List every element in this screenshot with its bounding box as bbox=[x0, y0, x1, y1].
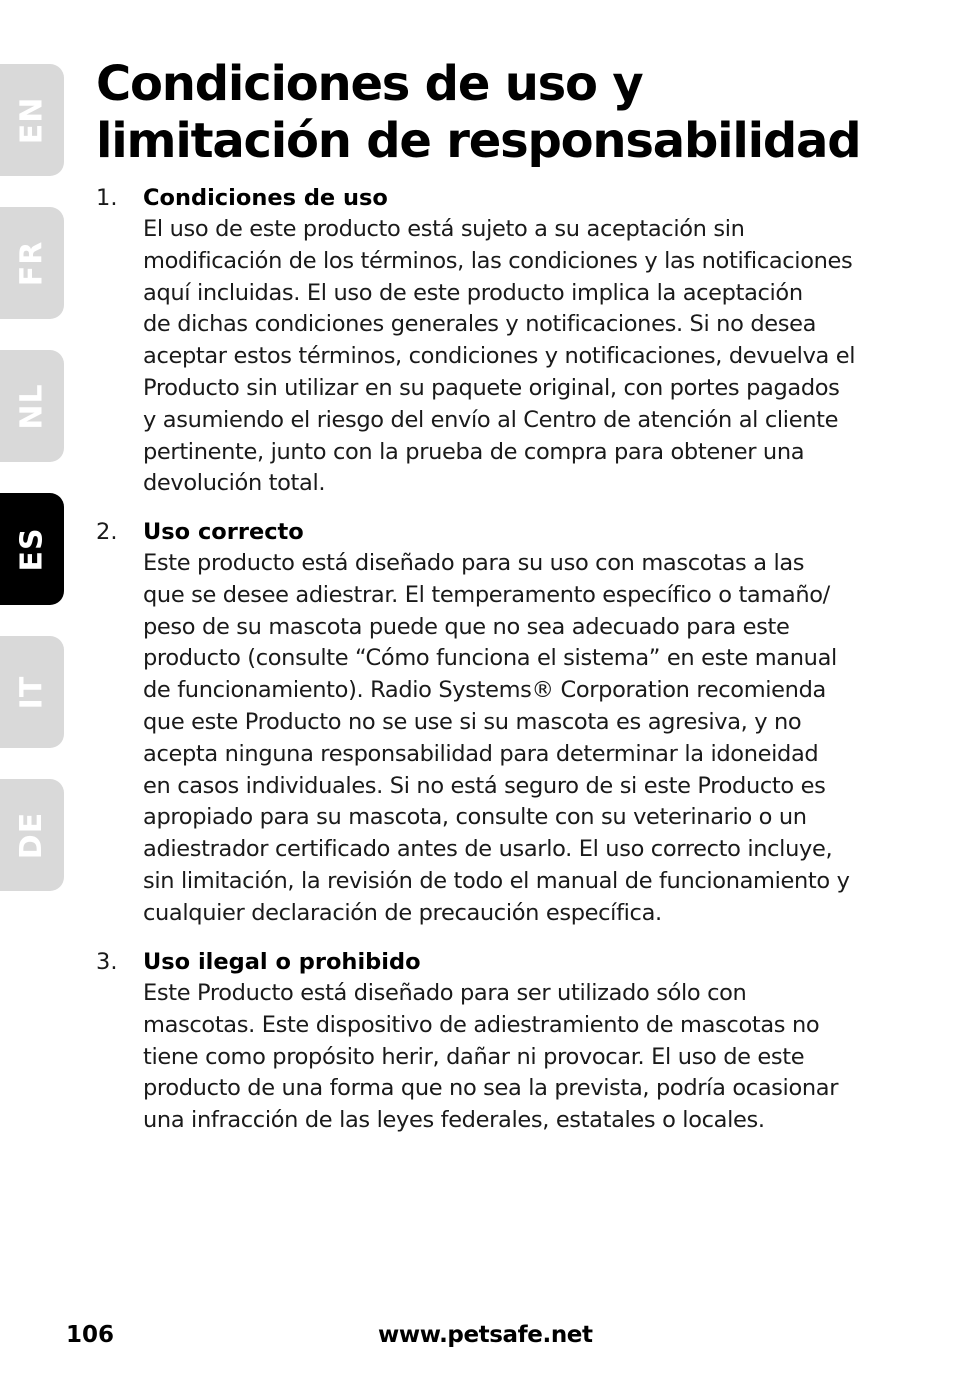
body-line: Este Producto está diseñado para ser utilizado sólo con bbox=[143, 980, 747, 1006]
body-line: en casos individuales. Si no está seguro de si este Producto es bbox=[143, 772, 826, 799]
section-body bbox=[143, 214, 903, 500]
body-line: adiestrador certificado antes de usarlo. El uso correcto incluye, bbox=[143, 836, 833, 863]
body-line: tiene como propósito herir, dañar ni provocar. El uso de este bbox=[143, 1043, 805, 1070]
lang-tab-it[interactable] bbox=[0, 636, 64, 748]
section-number: 1. bbox=[96, 185, 118, 211]
body-line: cualquier declaración de precaución específica. bbox=[143, 899, 662, 926]
body-line: que este Producto no se use si su mascota es agresiva, y no bbox=[143, 708, 802, 735]
body-line: peso de su mascota puede que no sea adecuado para este bbox=[143, 613, 790, 640]
body-line: devolución total. bbox=[143, 470, 326, 497]
body-line: aceptar estos términos, condiciones y notificaciones, devuelva el bbox=[143, 343, 856, 370]
page-title bbox=[96, 56, 916, 170]
lang-tab-label: EN bbox=[14, 96, 50, 144]
body-line: apropiado para su mascota, consulte con su veterinario o un bbox=[143, 804, 807, 831]
body-line: pertinente, junto con la prueba de compra para obtener una bbox=[143, 438, 805, 465]
lang-tab-de[interactable] bbox=[0, 779, 64, 891]
section-heading: Condiciones de uso bbox=[143, 185, 388, 211]
page-title-line-2: limitación de responsabilidad bbox=[96, 113, 861, 169]
body-line: acepta ninguna responsabilidad para determinar la idoneidad bbox=[143, 740, 819, 767]
section-number: 2. bbox=[96, 519, 118, 545]
body-line: mascotas. Este dispositivo de adiestramiento de mascotas no bbox=[143, 1011, 820, 1038]
page-number: 106 bbox=[66, 1322, 115, 1348]
lang-tab-label: ES bbox=[14, 526, 50, 572]
lang-tab-label: DE bbox=[14, 811, 50, 859]
body-line: El uso de este producto está sujeto a su aceptación sin bbox=[143, 216, 745, 242]
section-heading: Uso correcto bbox=[143, 519, 304, 545]
lang-tab-label: NL bbox=[14, 382, 50, 430]
section-heading: Uso ilegal o prohibido bbox=[143, 949, 421, 975]
body-line: producto de una forma que no sea la prevista, podría ocasionar bbox=[143, 1075, 839, 1102]
body-line: una infracción de las leyes federales, estatales o locales. bbox=[143, 1107, 765, 1134]
lang-tab-fr[interactable] bbox=[0, 207, 64, 319]
body-line: de funcionamiento). Radio Systems® Corporation recomienda bbox=[143, 677, 826, 704]
body-line: Producto sin utilizar en su paquete original, con portes pagados bbox=[143, 374, 840, 401]
lang-tab-label: IT bbox=[14, 675, 50, 709]
body-line: Este producto está diseñado para su uso con mascotas a las bbox=[143, 550, 805, 576]
body-line: sin limitación, la revisión de todo el manual de funcionamiento y bbox=[143, 867, 850, 894]
body-line: y asumiendo el riesgo del envío al Centro de atención al cliente bbox=[143, 406, 839, 433]
lang-tab-nl[interactable] bbox=[0, 350, 64, 462]
body-line: de dichas condiciones generales y notificaciones. Si no desea bbox=[143, 311, 817, 338]
section-number: 3. bbox=[96, 949, 118, 975]
page-title-line-1: Condiciones de uso y bbox=[96, 56, 643, 112]
lang-tab-label: FR bbox=[14, 240, 50, 286]
body-line: que se desee adiestrar. El temperamento específico o tamaño/ bbox=[143, 581, 830, 608]
language-tabs bbox=[0, 0, 64, 1400]
body-line: modificación de los términos, las condiciones y las notificaciones bbox=[143, 247, 853, 274]
footer-url: www.petsafe.net bbox=[378, 1322, 593, 1348]
body-line: aquí incluidas. El uso de este producto implica la aceptación bbox=[143, 279, 803, 306]
lang-tab-en[interactable] bbox=[0, 64, 64, 176]
body-line: producto (consulte “Cómo funciona el sistema” en este manual bbox=[143, 645, 837, 672]
section-body bbox=[143, 548, 903, 930]
section-body bbox=[143, 978, 903, 1137]
lang-tab-es[interactable] bbox=[0, 493, 64, 605]
